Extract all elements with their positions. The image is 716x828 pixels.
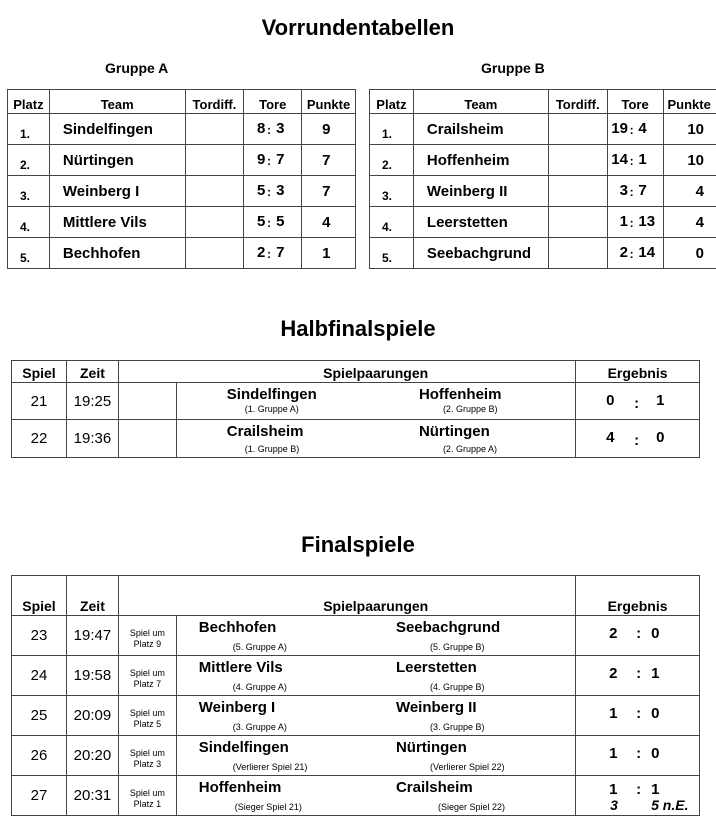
goal-diff: [548, 207, 607, 238]
home-team-cell: [176, 696, 376, 736]
match-time: 20:09: [66, 696, 118, 736]
away-score: 1: [656, 392, 665, 409]
match-time: 20:20: [66, 736, 118, 776]
away-team: Leerstetten: [395, 659, 477, 676]
header-ergebnis: Ergebnis: [576, 361, 700, 383]
table-row: [12, 616, 700, 656]
table-row: [12, 736, 700, 776]
home-score: 0: [606, 392, 615, 409]
header-spiel: Spiel: [12, 361, 67, 383]
score-sep: :: [636, 781, 642, 798]
points: 4: [663, 176, 716, 207]
goals-sep: :: [629, 216, 634, 230]
away-team: Hoffenheim: [418, 386, 502, 403]
team: Bechhofen: [49, 238, 185, 269]
away-team: Crailsheim: [395, 779, 473, 796]
goals: [244, 145, 302, 176]
rank: 5.: [8, 238, 50, 269]
table-header-row: [12, 361, 700, 383]
away-score: 0: [651, 705, 660, 722]
goals-for: 1: [619, 213, 628, 230]
goal-diff: [548, 238, 607, 269]
home-team-cell: [176, 616, 376, 656]
goal-diff: [548, 145, 607, 176]
home-score: 4: [606, 429, 615, 446]
header-tore: Tore: [244, 90, 302, 114]
points: 7: [302, 145, 356, 176]
away-team: Seebachgrund: [395, 619, 501, 636]
header-platz: Platz: [370, 90, 414, 114]
points: 7: [302, 176, 356, 207]
score-sep: :: [634, 395, 640, 412]
away-team-cell: [376, 383, 576, 420]
points: 10: [663, 114, 716, 145]
home-team-source: (Verlierer Spiel 21): [232, 762, 308, 772]
away-team-source: (3. Gruppe B): [429, 722, 485, 732]
goals-for: 5: [257, 213, 266, 230]
goals: [607, 176, 663, 207]
goal-diff: [548, 176, 607, 207]
match-label-line1: Spiel um: [129, 667, 165, 678]
header-zeit: Zeit: [66, 576, 118, 616]
away-score: 0: [651, 625, 660, 642]
score-sep: :: [636, 665, 642, 682]
team: Crailsheim: [413, 114, 548, 145]
goal-diff: [185, 145, 244, 176]
table-header-row: [370, 90, 716, 114]
away-team: Weinberg II: [395, 699, 477, 716]
goals-against: 14: [638, 244, 656, 261]
goal-diff: [548, 114, 607, 145]
table-row: [12, 420, 700, 458]
result: [576, 616, 700, 656]
header-platz: Platz: [8, 90, 50, 114]
match-label-line2: Platz 9: [133, 638, 162, 649]
team: Weinberg I: [49, 176, 185, 207]
goals-against: 3: [276, 120, 285, 137]
table-row: [370, 145, 716, 176]
rank: 2.: [370, 145, 414, 176]
home-score: 2: [609, 625, 618, 642]
group-a-title: Gruppe A: [105, 60, 169, 76]
goals-against: 7: [276, 244, 285, 261]
home-team-source: (4. Gruppe A): [232, 682, 287, 692]
home-team-cell: [176, 776, 376, 816]
rank: 5.: [370, 238, 414, 269]
table-header-row: [8, 90, 356, 114]
away-team-source: (Verlierer Spiel 22): [429, 762, 505, 772]
rank: 3.: [370, 176, 414, 207]
header-punkte: Punkte: [302, 90, 356, 114]
away-team-source: (2. Gruppe B): [442, 404, 498, 414]
match-label-line2: Platz 5: [133, 718, 162, 729]
goals-against: 13: [638, 213, 656, 230]
goals-for: 14: [611, 151, 628, 168]
header-spiel: Spiel: [12, 576, 67, 616]
goals-against: 7: [276, 151, 285, 168]
table-row: [8, 207, 356, 238]
match-label-line2: Platz 1: [133, 798, 162, 809]
away-team-cell: [376, 616, 576, 656]
table-row: [8, 114, 356, 145]
goals-sep: :: [267, 185, 272, 199]
goals-sep: :: [629, 154, 634, 168]
match-label-line1: Spiel um: [129, 747, 165, 758]
goals-sep: :: [629, 185, 634, 199]
goals-for: 2: [619, 244, 628, 261]
away-team-cell: [376, 696, 576, 736]
match-label: [118, 696, 176, 736]
score-sep: :: [634, 432, 640, 449]
finals-table: [11, 575, 700, 816]
match-label-line1: Spiel um: [129, 707, 165, 718]
finals-title: Finalspiele: [301, 532, 415, 557]
goals-against: 4: [638, 120, 647, 137]
score-sep: :: [636, 745, 642, 762]
match-label-line1: Spiel um: [129, 787, 165, 798]
home-team: Sindelfingen: [198, 739, 289, 756]
goal-diff: [185, 176, 244, 207]
match-label: [118, 656, 176, 696]
page-title: Vorrundentabellen: [261, 15, 455, 40]
goals-for: 5: [257, 182, 266, 199]
result: [576, 696, 700, 736]
match-label: [118, 616, 176, 656]
team: Leerstetten: [413, 207, 548, 238]
away-team-source: (5. Gruppe B): [429, 642, 485, 652]
group-b-table: [369, 89, 716, 269]
home-team-cell: [176, 383, 376, 420]
home-score: 1: [609, 781, 618, 798]
table-row: [370, 238, 716, 269]
match-label-line2: Platz 7: [133, 678, 162, 689]
points: 1: [302, 238, 356, 269]
points: 10: [663, 145, 716, 176]
match-number: 24: [12, 656, 67, 696]
home-team-source: (5. Gruppe A): [232, 642, 287, 652]
header-team: Team: [49, 90, 185, 114]
home-team-source: (Sieger Spiel 21): [234, 802, 302, 812]
goals-for: 8: [257, 120, 266, 137]
match-number: 27: [12, 776, 67, 816]
match-number: 23: [12, 616, 67, 656]
goals-against: 7: [638, 182, 647, 199]
table-row: [12, 656, 700, 696]
away-team-source: (4. Gruppe B): [429, 682, 485, 692]
semis-title: Halbfinalspiele: [280, 316, 436, 341]
match-time: 19:47: [66, 616, 118, 656]
home-score: 2: [609, 665, 618, 682]
away-score: 1: [651, 665, 660, 682]
table-row: [12, 776, 700, 816]
header-spielpaarungen: Spielpaarungen: [176, 576, 575, 616]
team: Hoffenheim: [413, 145, 548, 176]
away-score: 0: [656, 429, 665, 446]
match-time: 19:36: [66, 420, 118, 458]
match-label: [118, 420, 176, 458]
goals-sep: :: [267, 216, 272, 230]
home-score: 1: [609, 705, 618, 722]
rank: 3.: [8, 176, 50, 207]
table-row: [8, 145, 356, 176]
home-team: Crailsheim: [226, 423, 304, 440]
match-label: [118, 776, 176, 816]
away-team-cell: [376, 776, 576, 816]
table-row: [370, 176, 716, 207]
header-tore: Tore: [607, 90, 663, 114]
goals: [607, 114, 663, 145]
result: [576, 383, 700, 420]
home-team: Weinberg I: [198, 699, 276, 716]
away-team-cell: [376, 736, 576, 776]
goals-for: 9: [257, 151, 266, 168]
home-team: Hoffenheim: [198, 779, 282, 796]
home-team-source: (1. Gruppe B): [244, 444, 300, 454]
away-score: 1: [651, 781, 660, 798]
goal-diff: [185, 238, 244, 269]
table-row: [370, 114, 716, 145]
match-label-line2: Platz 3: [133, 758, 162, 769]
rank: 4.: [8, 207, 50, 238]
header-team: Team: [413, 90, 548, 114]
header-tordiff: Tordiff.: [185, 90, 244, 114]
points: 0: [663, 238, 716, 269]
home-team-source: (1. Gruppe A): [244, 404, 299, 414]
goals: [244, 114, 302, 145]
team: Sindelfingen: [49, 114, 185, 145]
goals-against: 5: [276, 213, 285, 230]
goals-sep: :: [629, 123, 634, 137]
semis-table: [11, 360, 700, 458]
away-team-source: (2. Gruppe A): [442, 444, 497, 454]
away-team-cell: [376, 656, 576, 696]
team: Mittlere Vils: [49, 207, 185, 238]
team: Weinberg II: [413, 176, 548, 207]
home-team-cell: [176, 420, 376, 458]
goals-sep: :: [267, 123, 272, 137]
home-team-source: (3. Gruppe A): [232, 722, 287, 732]
goals-for: 3: [619, 182, 628, 199]
team: Nürtingen: [49, 145, 185, 176]
home-team: Bechhofen: [198, 619, 277, 636]
goals-against: 1: [638, 151, 647, 168]
match-label: [118, 736, 176, 776]
goals-sep: :: [267, 154, 272, 168]
rank: 1.: [370, 114, 414, 145]
penalty-home: 3: [610, 797, 618, 813]
header-ergebnis: Ergebnis: [576, 576, 700, 616]
goals: [244, 238, 302, 269]
score-sep: :: [636, 705, 642, 722]
table-row: [12, 696, 700, 736]
table-row: [370, 207, 716, 238]
result: [576, 420, 700, 458]
match-time: 19:58: [66, 656, 118, 696]
table-row: [12, 383, 700, 420]
match-number: 22: [12, 420, 67, 458]
header-punkte: Punkte: [663, 90, 716, 114]
match-time: 20:31: [66, 776, 118, 816]
match-number: 25: [12, 696, 67, 736]
goals-sep: :: [629, 247, 634, 261]
goal-diff: [185, 207, 244, 238]
away-team: Nürtingen: [418, 423, 490, 440]
goals-against: 3: [276, 182, 285, 199]
goals-for: 2: [257, 244, 266, 261]
goals: [607, 238, 663, 269]
points: 9: [302, 114, 356, 145]
match-number: 21: [12, 383, 67, 420]
table-header-row: [12, 576, 700, 616]
result: [576, 776, 700, 816]
header-zeit: Zeit: [66, 361, 118, 383]
goal-diff: [185, 114, 244, 145]
goals-sep: :: [267, 247, 272, 261]
match-number: 26: [12, 736, 67, 776]
result: [576, 736, 700, 776]
match-label: [118, 383, 176, 420]
header-tordiff: Tordiff.: [548, 90, 607, 114]
match-time: 19:25: [66, 383, 118, 420]
home-team: Mittlere Vils: [198, 659, 283, 676]
header-spielpaarungen: Spielpaarungen: [176, 361, 575, 383]
penalty-away: 5 n.E.: [651, 797, 689, 813]
score-sep: :: [636, 625, 642, 642]
home-team-cell: [176, 656, 376, 696]
goals: [607, 207, 663, 238]
result: [576, 656, 700, 696]
away-team-cell: [376, 420, 576, 458]
group-a-table: [7, 89, 356, 269]
goals: [244, 207, 302, 238]
group-b-title: Gruppe B: [481, 60, 545, 76]
rank: 2.: [8, 145, 50, 176]
match-label-line1: Spiel um: [129, 627, 165, 638]
home-team: Sindelfingen: [226, 386, 317, 403]
goals-for: 19: [611, 120, 628, 137]
team: Seebachgrund: [413, 238, 548, 269]
points: 4: [302, 207, 356, 238]
home-score: 1: [609, 745, 618, 762]
away-score: 0: [651, 745, 660, 762]
away-team: Nürtingen: [395, 739, 467, 756]
points: 4: [663, 207, 716, 238]
goals: [607, 145, 663, 176]
rank: 1.: [8, 114, 50, 145]
home-team-cell: [176, 736, 376, 776]
away-team-source: (Sieger Spiel 22): [437, 802, 505, 812]
table-row: [8, 238, 356, 269]
rank: 4.: [370, 207, 414, 238]
table-row: [8, 176, 356, 207]
goals: [244, 176, 302, 207]
